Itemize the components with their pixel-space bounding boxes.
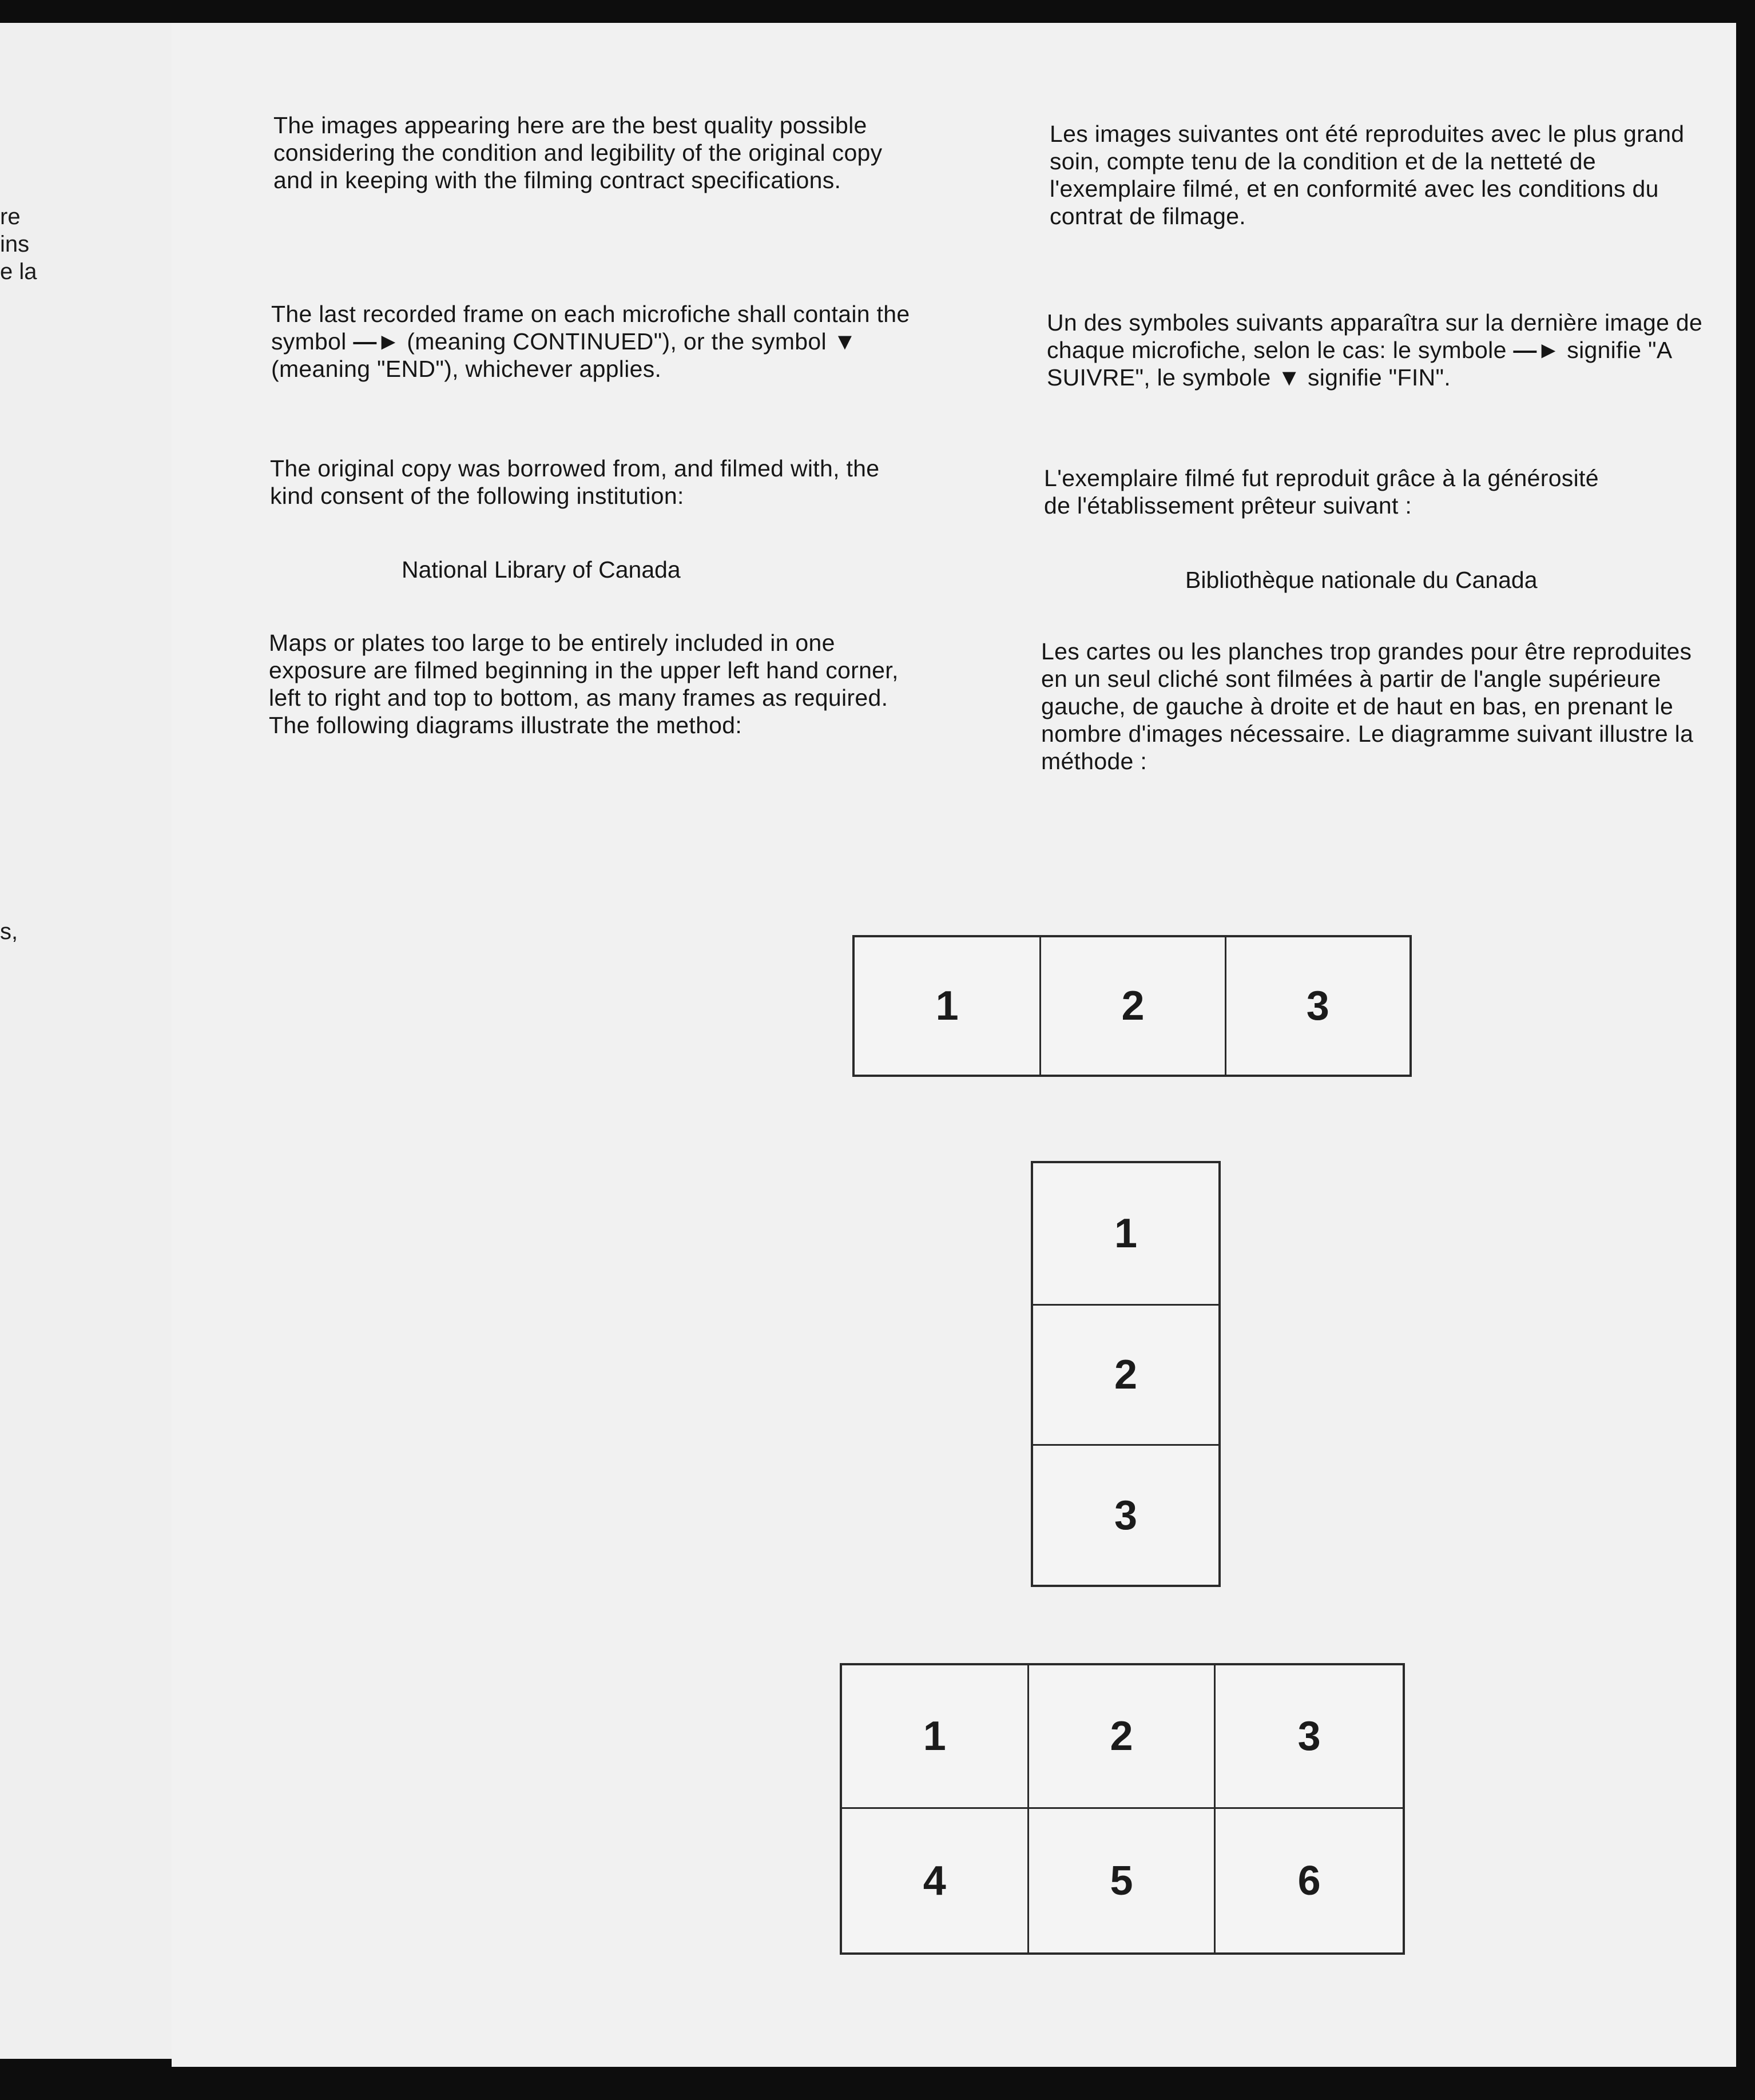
- french-symbol-text-a: Un des symboles suivants apparaîtra sur la dernière image de chaque microfiche, selon le cas: le symbole: [1047, 309, 1703, 363]
- french-consent-paragraph: L'exemplaire filmé fut reproduit grâce à la générosité de l'établissement prêteur suivant :: [1044, 465, 1599, 519]
- frame-cell: 3: [1216, 1665, 1403, 1809]
- diagram-horizontal-row: [852, 935, 1412, 1077]
- frame-cell: 2: [1029, 1665, 1216, 1809]
- english-quality-paragraph: The images appearing here are the best quality possible considering the condition and legibility of the original copy and in keeping with the filming contract specifications.: [273, 112, 883, 193]
- frame-cell: 2: [1033, 1304, 1218, 1445]
- english-consent-paragraph: The original copy was borrowed from, and filmed with, the kind consent of the following institution:: [270, 455, 880, 509]
- previous-page-edge: [0, 23, 184, 2059]
- english-symbol-text-a: The last recorded frame on each microfiche shall contain the symbol: [271, 301, 910, 355]
- continued-arrow-icon: —►: [353, 328, 400, 355]
- frame-cell: 2: [1039, 937, 1224, 1075]
- french-symbol-text-c: signifie "FIN".: [1307, 364, 1451, 391]
- left-fragment: re: [0, 204, 21, 229]
- microfiche-target-page: [172, 23, 1736, 2067]
- left-fragment: e la: [0, 259, 37, 284]
- french-symbol-text-b: signifie "A SUIVRE", le symbole: [1047, 337, 1671, 391]
- frame-cell: 3: [1033, 1444, 1218, 1585]
- frame-cell: 1: [842, 1665, 1029, 1809]
- english-institution: National Library of Canada: [402, 556, 681, 583]
- french-symbol-paragraph: [1047, 309, 1722, 391]
- french-institution: Bibliothèque nationale du Canada: [1185, 567, 1538, 593]
- frame-cell: 5: [1029, 1809, 1216, 1952]
- french-method-paragraph: Les cartes ou les planches trop grandes pour être reproduites en un seul cliché sont filmées à partir de l'angle supérieure gauche, de gauche à droite et de haut en bas, en prenant le nombre d'images nécessaire. Le diagramme suivant illustre la méthode :: [1041, 638, 1694, 774]
- english-method-paragraph: Maps or plates too large to be entirely included in one exposure are filmed beginning in the upper left hand corner, left to right and top to bottom, as many frames as required. The following diagrams illustrate the method:: [269, 630, 899, 738]
- frame-cell: 1: [1114, 1210, 1138, 1256]
- english-symbol-paragraph: [271, 300, 935, 383]
- left-fragment: s,: [0, 919, 18, 944]
- english-symbol-text-b: (meaning CONTINUED"), or the symbol: [407, 328, 827, 355]
- end-triangle-icon: ▼: [1277, 364, 1301, 391]
- end-triangle-icon: ▼: [833, 328, 857, 355]
- diagram-vertical-column: [1031, 1161, 1221, 1587]
- left-fragment: ins: [0, 232, 30, 257]
- french-quality-paragraph: Les images suivantes ont été reproduites avec le plus grand soin, compte tenu de la condition et de la netteté de l'exemplaire filmé, et en conformité avec les conditions du contrat de filmage.: [1050, 121, 1685, 229]
- frame-cell: 4: [842, 1809, 1029, 1952]
- continued-arrow-icon: —►: [1513, 337, 1561, 363]
- frame-cell: 1: [935, 983, 959, 1029]
- english-symbol-text-c: (meaning "END"), whichever applies.: [271, 356, 662, 382]
- frame-cell: 3: [1225, 937, 1409, 1075]
- diagram-two-by-three-grid: [840, 1663, 1405, 1955]
- frame-cell: 6: [1297, 1858, 1321, 1904]
